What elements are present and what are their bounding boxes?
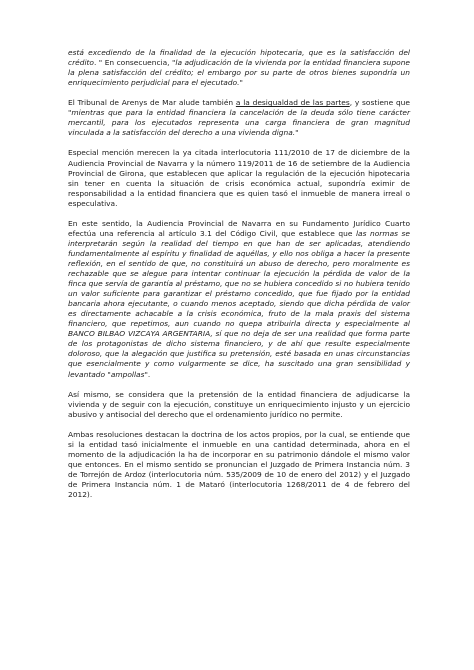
quote-text: la adjudicación de la vivienda por la entidad financiera supone la plena satisfacción del crédito; el embargo por su parte de otros bienes supondría un enriquecimiento perjudicial para el ejecutado. (68, 58, 410, 88)
underlined-text: a la desigualdad de las partes (235, 98, 350, 108)
text: El Tribunal de Arenys de Mar alude también (68, 98, 236, 108)
paragraph-1 (68, 48, 410, 88)
quote-close: " (295, 128, 299, 138)
paragraph-4 (68, 219, 410, 380)
quote-close: . " (93, 58, 103, 68)
paragraph-3: Especial mención merecen la ya citada interlocutoria 111/2010 de 17 de diciembre de la Audiencia Provincial de Navarra y la número 119/2011 de 16 de setiembre de la Audiencia Provincial de Girona, que establecen que aplicar la regulación de la ejecución hipotecaria sin tener en cuenta la situación de crisis económica actual, supondría eximir de responsabilidad a la entidad financiera que es quien tasó el inmueble de manera irreal o especulativa. (68, 148, 410, 208)
quote-text: está excediendo de la finalidad de la ejecución hipotecaria, que es la satisfacción del crédito (68, 48, 410, 68)
quote-close: " (239, 78, 243, 88)
paragraph-5: Así mismo, se considera que la pretensión de la entidad financiera de adjudicarse la vivienda y de seguir con la ejecución, constituye un enriquecimiento injusto y un ejercicio abusivo y antisocial del derecho que el ordenamiento jurídico no permite. (68, 389, 410, 419)
text: En consecuencia, " (104, 58, 176, 68)
text: En este sentido, la Audiencia Provincial de Navarra en su Fundamento Jurídico Cuarto efectúa una referencia al artículo 3.1 del Código Civil, que establece que (68, 218, 410, 238)
document-page (68, 48, 410, 500)
quote-text: las normas se interpretarán según la realidad del tiempo en que han de ser aplicadas, atendiendo fundamentalmente al espíritu y finalidad de aquéllas, y ello nos obliga a hacer la presente reflexión, en el sentido de que, no constituirá un abuso de derecho, pero moralmente es rechazable que se alegue para intentar continuar la ejecución la pérdida de valor de la finca que servía de garantía al préstamo, que no se hubiera concedido si no hubiera tenido un valor suficiente para garantizar el préstamo concedido, que fue fijado por la entidad bancaria ahora ejecutante, o cuando menos aceptado, siendo que dicha pérdida de valor es directamente achacable a la crisis económica, fruto de la mala praxis del sistema financiero, que repetimos, aun cuando no quepa atribuirla directa y especialmente al BANCO BILBAO VIZCAYA ARGENTARIA, sí que no deja de ser una realidad que forma parte de los protagonistas de dicho sistema financiero, y de ahí que resulte especialmente doloroso, que la alegación que justifica su pretensión, esté basada en unas circunstancias que esencialmente y como vulgarmente se dice, ha suscitado una gran sensibilidad y levantado "ampollas" (68, 228, 410, 379)
paragraph-6: Ambas resoluciones destacan la doctrina de los actos propios, por la cual, se entiende que si la entidad tasó inicialmente el inmueble en una cantidad determinada, ahora en el momento de la adjudicación la ha de incorporar en su patrimonio dándole el mismo valor que entonces. En el mismo sentido se pronuncian el Juzgado de Primera Instancia núm. 3 de Torrejón de Ardoz (interlocutoria núm. 535/2009 de 10 de enero del 2012) y el Juzgado de Primera Instancia núm. 1 de Mataró (interlocutoria 1268/2011 de 4 de febrero del 2012). (68, 429, 410, 500)
paragraph-2 (68, 98, 410, 138)
text: . (147, 369, 151, 379)
text: , y sostiene que " (68, 98, 410, 118)
quote-text: mientras que para la entidad financiera la cancelación de la deuda sólo tiene carácter mercantil, para los ejecutados representa una carga financiera de gran magnitud vinculada a la satisfacción del derecho a una vivienda digna. (68, 108, 410, 138)
